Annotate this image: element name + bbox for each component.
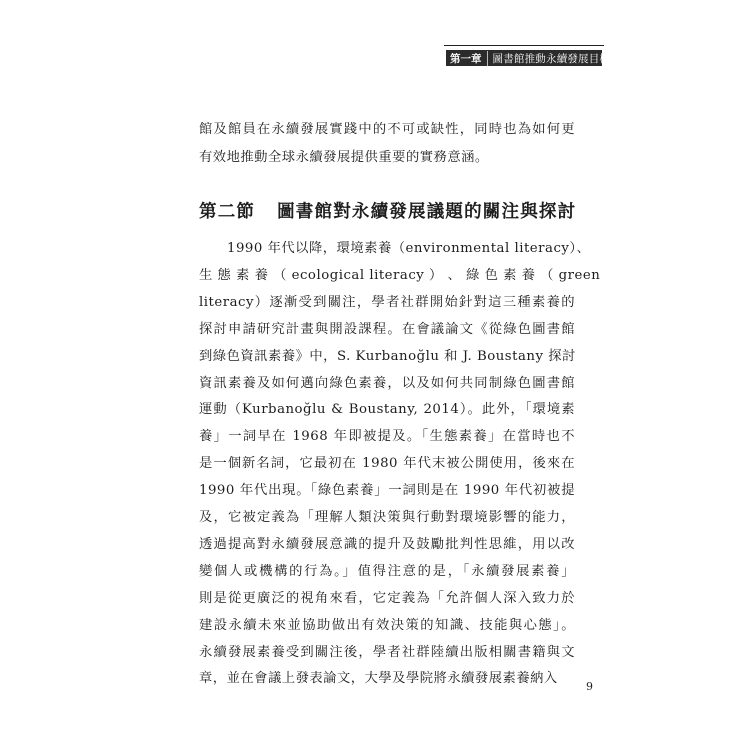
text-line: 運動（Kurbanoğlu & Boustany, 2014）。此外，「環境素	[199, 402, 575, 418]
text-line: 透過提高對永續發展意識的提升及鼓勵批判性思維，用以改	[199, 536, 575, 552]
text-line: 探討申請研究計畫與開設課程。在會議論文《從綠色圖書館	[199, 321, 575, 337]
text-line: 永續發展素養受到關注後，學者社群陸續出版相關書籍與文	[199, 644, 575, 660]
text-line: 1990 年代出現。「綠色素養」一詞則是在 1990 年代初被提	[199, 483, 575, 499]
text-line: 1990 年代以降，環境素養（environmental literacy）、	[227, 241, 591, 256]
text-line: 到綠色資訊素養》中，S. Kurbanoğlu 和 J. Boustany 探討	[199, 348, 576, 364]
text-line: 館及館員在永續發展實踐中的不可或缺性，同時也為如何更	[199, 122, 575, 137]
chapter-title: 圖書館推動永續發展目標	[492, 52, 611, 65]
text-line: 及，它被定義為「理解人類決策與行動對環境影響的能力，	[199, 510, 575, 525]
text-line: 建設永續未來並協助做出有效決策的知識、技能與心態」。	[199, 617, 575, 633]
section-heading	[199, 198, 579, 223]
header-rule	[444, 45, 604, 46]
text-line: 是一個新名詞，它最初在 1980 年代末被公開使用，後來在	[199, 456, 575, 472]
text-line: 資訊素養及如何邁向綠色素養，以及如何共同制綠色圖書館	[199, 375, 575, 391]
text-line: 則是從更廣泛的視角來看，它定義為「允許個人深入致力於	[199, 590, 575, 606]
chapter-label: 第一章	[446, 51, 488, 66]
section-number: 第二節	[199, 202, 256, 222]
text-line: literacy）逐漸受到關注，學者社群開始針對這三種素養的	[199, 294, 575, 310]
text-line: 變個人或機構的行為。」值得注意的是，「永續發展素養」	[199, 563, 575, 579]
section-title: 圖書館對永續發展議題的關注與探討	[277, 202, 577, 222]
text-line: 生 態 素 養 （ ecological literacy ） 、 綠 色 素 養 （ green	[199, 267, 601, 283]
page-number: 9	[586, 680, 593, 693]
running-header	[446, 50, 611, 66]
text-line: 養」一詞早在 1968 年即被提及。「生態素養」在當時也不	[199, 429, 575, 445]
text-line: 有效地推動全球永續發展提供重要的實務意涵。	[199, 150, 489, 165]
text-line: 章，並在會議上發表論文，大學及學院將永續發展素養納入	[199, 671, 558, 687]
